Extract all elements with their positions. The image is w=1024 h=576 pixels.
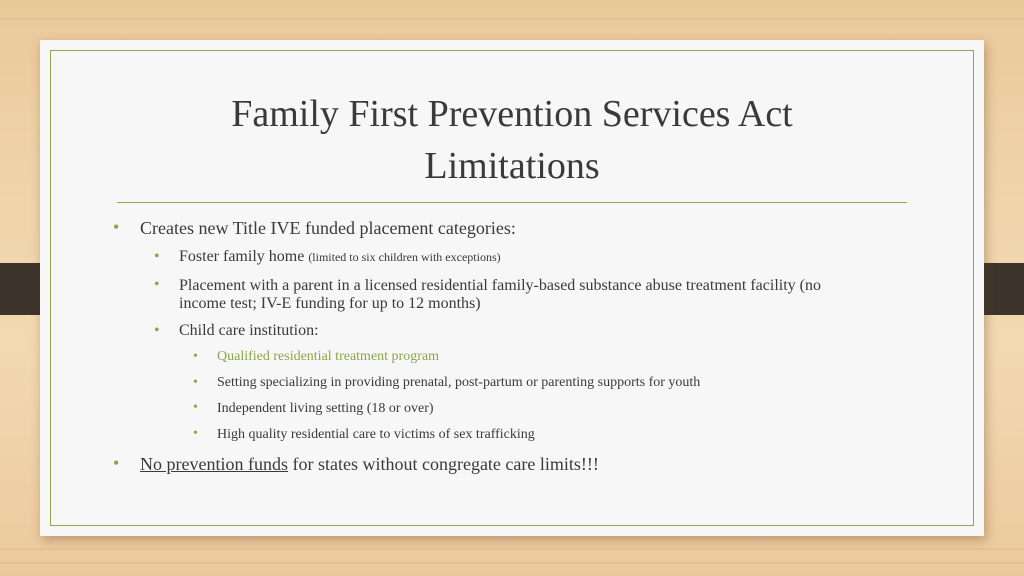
bullet-dot: •	[113, 217, 120, 237]
bullet-qrtp: Qualified residential treatment program	[217, 349, 439, 364]
wood-grain	[0, 562, 1024, 564]
bullet-dot: •	[193, 426, 198, 441]
bullet-dot: •	[154, 248, 160, 265]
title-divider	[117, 202, 907, 203]
bullet-independent-living: Independent living setting (18 or over)	[217, 401, 434, 416]
no-prevention-funds-text: No prevention funds	[140, 454, 288, 474]
title-line-1: Family First Prevention Services Act	[231, 93, 793, 135]
bullet-foster-family-home	[179, 248, 501, 266]
wood-grain	[0, 18, 1024, 20]
bullet-dot: •	[193, 400, 198, 415]
bullet-sex-trafficking-care: High quality residential care to victims of sex trafficking	[217, 427, 535, 442]
bullet-child-care-institution: Child care institution:	[179, 322, 319, 339]
bullet-dot: •	[113, 453, 120, 473]
foster-family-home-text: Foster family home	[179, 248, 305, 265]
wood-grain	[0, 548, 1024, 550]
no-prevention-funds-rest: for states without congregate care limits!!!	[287, 454, 599, 474]
title-line-2: Limitations	[424, 145, 600, 187]
foster-family-home-note: (limited to six children with exceptions)	[308, 250, 501, 264]
bullet-placement-with-parent-line2: income test; IV-E funding for up to 12 months)	[179, 295, 481, 312]
bullet-dot: •	[154, 276, 160, 293]
bullet-dot: •	[193, 375, 198, 390]
bullet-placement-categories: Creates new Title IVE funded placement categories:	[140, 218, 516, 238]
bullet-no-prevention-funds	[140, 454, 599, 475]
bullet-placement-with-parent-line1: Placement with a parent in a licensed residential family-based substance abuse treatment facility (no	[179, 277, 821, 294]
bullet-dot: •	[154, 322, 160, 339]
slide-title	[40, 88, 984, 192]
slide-card	[40, 40, 984, 536]
bullet-prenatal-setting: Setting specializing in providing prenatal, post-partum or parenting supports for youth	[217, 375, 701, 390]
bullet-dot: •	[193, 349, 198, 364]
